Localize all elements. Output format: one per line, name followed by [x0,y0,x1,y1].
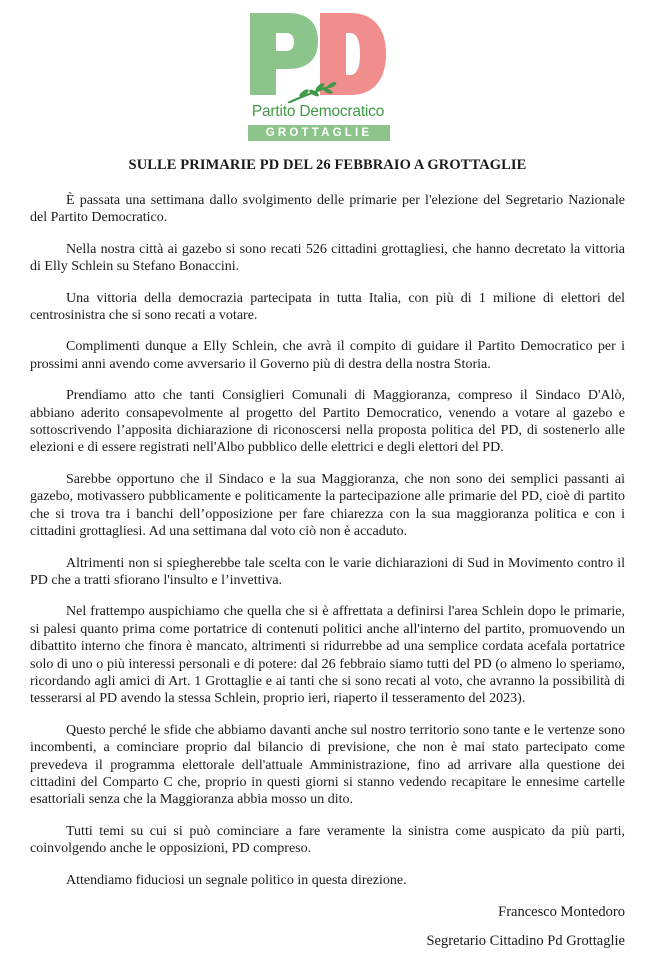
document-body [30,192,625,889]
pd-logo-icon [244,7,392,103]
signature-name: Francesco Montedoro [498,904,625,920]
paragraph-2: Nella nostra città ai gazebo si sono recati 526 cittadini grottagliesi, che hanno decretato la vittoria di Elly Schlein su Stefano Bonaccini. [30,241,625,275]
logo-party-name: Partito Democratico [251,103,385,120]
paragraph-9: Questo perché le sfide che abbiamo davanti anche sul nostro territorio sono tante e le vertenze sono incombenti, a cominciare proprio dal bilancio di previsione, che non è mai stato partecipato come prevedeva il programma elettorale dell'attuale Amministrazione, fino ad arrivare alla questione dei cittadini del Comparto C che, proprio in questi giorni si stanno vedendo recapitare le ennesime cartelle esattoriali senza che la Maggioranza abbia mosso un dito. [30,722,625,808]
paragraph-8: Nel frattempo auspichiamo che quella che si è affrettata a definirsi l'area Schlein dopo le primarie, si palesi quanto prima come portatrice di contenuti politici anche all'interno del partito, promuovendo un dibattito interno che finora è mancato, altrimenti si ridurrebbe ad una semplice cordata acefala portatrice solo di uno o più interessi personali e di potere: dal 26 febbraio siamo tutti del PD (o almeno lo speriamo, ricordando agli amici di Art. 1 Grottaglie e ai tanti che si sono recati al voto, che avranno la possibilità di tesserarsi al PD avendo la stessa Schlein, proprio ieri, riaperto il tesseramento del 2023). [30,604,625,707]
logo-city-banner: GROTTAGLIE [248,125,390,141]
party-logo [244,7,392,143]
logo-letter-p [250,13,318,95]
document-title: SULLE PRIMARIE PD DEL 26 FEBBRAIO A GROTTAGLIE [128,157,527,173]
paragraph-4: Complimenti dunque a Elly Schlein, che avrà il compito di guidare il Partito Democratico per i prossimi anni avendo come avversario il Governo più di destra della nostra Storia. [30,339,625,372]
paragraph-6: Sarebbe opportuno che il Sindaco e la sua Maggioranza, che non sono dei semplici passanti ai gazebo, motivassero pubblicamente e politicamente la partecipazione alle primarie del PD, cioè di partito che si trova tra i banchi dell’opposizione per fare chiarezza con la sua maggioranza politica e con i cittadini grottagliesi. Ad una settimana dal voto ciò non è accaduto. [30,471,625,540]
paragraph-11: Attendiamo fiduciosi un segnale politico in questa direzione. [66,872,407,888]
paragraph-3: Una vittoria della democrazia partecipata in tutta Italia, con più di 1 milione di elettori del centrosinistra che si sono recati a votare. [30,290,625,324]
paragraph-5: Prendiamo atto che tanti Consiglieri Comunali di Maggioranza, compreso il Sindaco D'Alò, abbiano aderito consapevolmente al progetto del Partito Democratico, venendo a votare al gazebo e sottoscrivendo l’apposita dichiarazione di riconoscersi nella proposta politica del PD, di sostenerlo alle elezioni e di essere registrati nell'Albo pubblico delle elettrici e degli elettori del PD. [30,388,625,456]
paragraph-7: Altrimenti non si spiegherebbe tale scelta con le varie dichiarazioni di Sud in Movimento contro il PD che a tratti sfiorano l'insulto e l’invettiva. [30,555,625,588]
signature-role: Segretario Cittadino Pd Grottaglie [426,933,625,949]
paragraph-10: Tutti temi su cui si può cominciare a fare veramente la sinistra come auspicato da più parti, coinvolgendo anche le opposizioni, PD compreso. [30,823,625,857]
logo-letter-d [320,13,386,95]
paragraph-1: È passata una settimana dallo svolgimento delle primarie per l'elezione del Segretario Nazionale del Partito Democratico. [30,193,625,226]
